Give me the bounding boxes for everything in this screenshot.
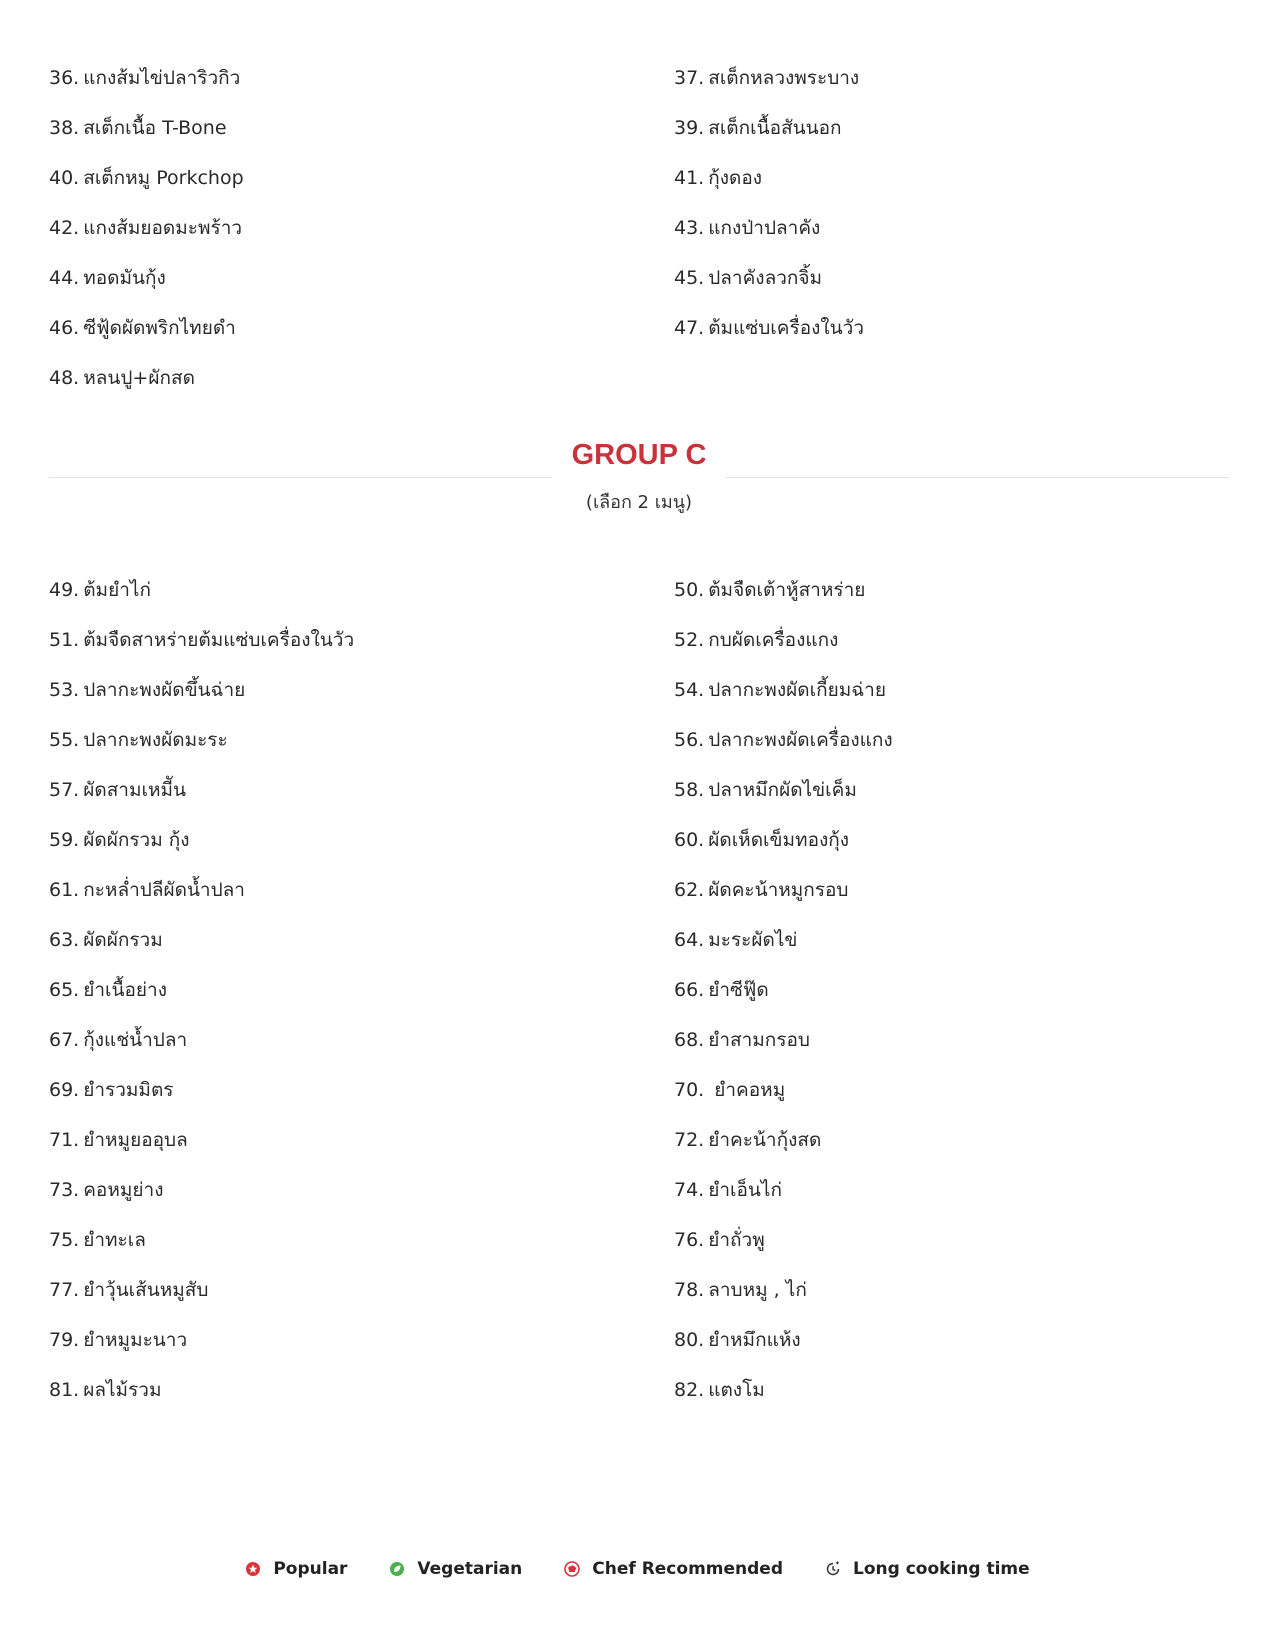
group-c-menu-list xyxy=(49,574,1229,1424)
item-name: ยำถั่วพู xyxy=(708,1229,765,1251)
menu-item xyxy=(674,162,1229,212)
item-number: 57. xyxy=(49,779,80,801)
menu-item xyxy=(674,574,1229,624)
menu-item xyxy=(49,674,674,724)
menu-item xyxy=(49,62,674,112)
menu-item xyxy=(674,774,1229,824)
item-number: 41. xyxy=(674,167,705,189)
item-number: 52. xyxy=(674,629,705,651)
item-name: สเต็กเนื้อสันนอก xyxy=(708,117,842,139)
item-name: กะหล่ำปลีผัดน้ำปลา xyxy=(83,879,245,901)
menu-item xyxy=(674,62,1229,112)
item-name: ปลากะพงผัดเครื่องแกง xyxy=(708,729,893,751)
item-number: 69. xyxy=(49,1079,80,1101)
item-number: 67. xyxy=(49,1029,80,1051)
item-name: ต้มจืดสาหร่ายต้มแซ่บเครื่องในวัว xyxy=(83,629,355,651)
item-name: ผัดคะน้าหมูกรอบ xyxy=(708,879,849,901)
menu-item xyxy=(49,724,674,774)
menu-item xyxy=(674,724,1229,774)
item-name: แกงส้มยอดมะพร้าว xyxy=(83,217,243,239)
item-number: 62. xyxy=(674,879,705,901)
item-name: แกงส้มไข่ปลาริวกิว xyxy=(83,67,241,89)
item-name: ปลากะพงผัดขึ้นฉ่าย xyxy=(83,679,246,701)
item-name: ปลากะพงผัดมะระ xyxy=(83,729,228,751)
item-name: ปลาหมึกผัดไข่เค็ม xyxy=(708,779,857,801)
item-number: 42. xyxy=(49,217,80,239)
item-name: กบผัดเครื่องแกง xyxy=(708,629,839,651)
divider-line xyxy=(49,477,552,478)
menu-item xyxy=(674,1324,1229,1374)
item-name: ต้มจืดเต้าหู้สาหร่าย xyxy=(708,579,866,601)
menu-item xyxy=(674,874,1229,924)
item-number: 59. xyxy=(49,829,80,851)
menu-item xyxy=(49,312,674,362)
menu-item xyxy=(49,262,674,312)
group-subtitle: (เลือก 2 เมนู) xyxy=(585,492,693,513)
item-name: ยำสามกรอบ xyxy=(708,1029,810,1051)
item-number: 78. xyxy=(674,1279,705,1301)
item-name: ลาบหมู , ไก่ xyxy=(708,1279,807,1301)
item-number: 64. xyxy=(674,929,705,951)
item-number: 81. xyxy=(49,1379,80,1401)
item-number: 51. xyxy=(49,629,80,651)
menu-item xyxy=(49,362,674,412)
menu-item xyxy=(674,1174,1229,1224)
group-c-header xyxy=(49,433,1229,523)
item-name: ปลาคังลวกจิ้ม xyxy=(708,267,823,289)
legend-label: Chef Recommended xyxy=(592,1559,783,1579)
menu-item xyxy=(674,924,1229,974)
item-number: 38. xyxy=(49,117,80,139)
menu-item xyxy=(674,674,1229,724)
menu-item xyxy=(674,1274,1229,1324)
legend-long-cooking-time xyxy=(825,1559,1030,1579)
item-number: 79. xyxy=(49,1329,80,1351)
item-number: 56. xyxy=(674,729,705,751)
item-number: 49. xyxy=(49,579,80,601)
item-number: 80. xyxy=(674,1329,705,1351)
menu-item xyxy=(674,212,1229,262)
group-b-menu-list xyxy=(49,62,1229,412)
item-number: 76. xyxy=(674,1229,705,1251)
item-name: ยำวุ้นเส้นหมูสับ xyxy=(83,1279,209,1301)
item-number: 37. xyxy=(674,67,705,89)
item-number: 55. xyxy=(49,729,80,751)
menu-item xyxy=(49,1174,674,1224)
item-number: 73. xyxy=(49,1179,80,1201)
item-name: ยำซีฟู๊ด xyxy=(708,979,769,1001)
chef-hat-icon xyxy=(564,1561,580,1577)
item-number: 58. xyxy=(674,779,705,801)
legend-label: Popular xyxy=(273,1559,348,1579)
item-name: ยำทะเล xyxy=(83,1229,146,1251)
item-number: 82. xyxy=(674,1379,705,1401)
item-number: 47. xyxy=(674,317,705,339)
item-name: ปลากะพงผัดเกี้ยมฉ่าย xyxy=(708,679,886,701)
item-number: 43. xyxy=(674,217,705,239)
item-number: 40. xyxy=(49,167,80,189)
menu-item xyxy=(49,624,674,674)
legend-chef-recommended xyxy=(564,1559,783,1579)
menu-item xyxy=(49,824,674,874)
item-name: ยำรวมมิตร xyxy=(83,1079,174,1101)
item-name: ผลไม้รวม xyxy=(83,1379,162,1401)
item-number: 44. xyxy=(49,267,80,289)
item-name: ผัดเห็ดเข็มทองกุ้ง xyxy=(708,829,850,851)
item-name: หลนปู+ผักสด xyxy=(83,367,195,389)
menu-item xyxy=(674,262,1229,312)
menu-item xyxy=(49,1074,674,1124)
item-name: ต้มแซ่บเครื่องในวัว xyxy=(708,317,864,339)
item-number: 63. xyxy=(49,929,80,951)
menu-item xyxy=(674,974,1229,1024)
popular-icon xyxy=(245,1561,261,1577)
item-name: กุ้งดอง xyxy=(708,167,763,189)
divider-line xyxy=(726,477,1229,478)
legend-label: Vegetarian xyxy=(417,1559,523,1579)
legend-label: Long cooking time xyxy=(853,1559,1030,1579)
item-number: 39. xyxy=(674,117,705,139)
menu-item xyxy=(674,624,1229,674)
menu-item xyxy=(49,212,674,262)
menu-item xyxy=(49,974,674,1024)
clock-icon xyxy=(825,1561,841,1577)
menu-item xyxy=(49,1024,674,1074)
item-number: 75. xyxy=(49,1229,80,1251)
item-name: ยำหมูยออุบล xyxy=(83,1129,188,1151)
item-name: ผัดผักรวม กุ้ง xyxy=(83,829,190,851)
menu-item xyxy=(674,824,1229,874)
menu-item xyxy=(49,574,674,624)
item-number: 72. xyxy=(674,1129,705,1151)
menu-item xyxy=(674,1224,1229,1274)
menu-item xyxy=(674,1074,1229,1124)
item-name: มะระผัดไข่ xyxy=(708,929,798,951)
legend-vegetarian xyxy=(389,1559,522,1579)
item-name: สเต็กหมู Porkchop xyxy=(83,167,244,189)
legend-popular xyxy=(245,1559,347,1579)
item-name: ต้มยำไก่ xyxy=(83,579,151,601)
item-name: แตงโม xyxy=(708,1379,765,1401)
item-number: 77. xyxy=(49,1279,80,1301)
menu-item xyxy=(674,312,1229,362)
menu-item xyxy=(49,1324,674,1374)
group-title: GROUP C xyxy=(571,439,707,471)
item-name: สเต็กหลวงพระบาง xyxy=(708,67,860,89)
item-number: 46. xyxy=(49,317,80,339)
menu-item xyxy=(49,774,674,824)
item-number: 45. xyxy=(674,267,705,289)
item-name: ทอดมันกุ้ง xyxy=(83,267,166,289)
item-number: 54. xyxy=(674,679,705,701)
item-number: 74. xyxy=(674,1179,705,1201)
item-name: แกงป่าปลาคัง xyxy=(708,217,821,239)
item-number: 68. xyxy=(674,1029,705,1051)
item-number: 60. xyxy=(674,829,705,851)
legend xyxy=(0,1559,1275,1579)
item-number: 61. xyxy=(49,879,80,901)
item-name: ยำหมูมะนาว xyxy=(83,1329,188,1351)
item-name: คอหมูย่าง xyxy=(83,1179,164,1201)
menu-item xyxy=(674,1374,1229,1424)
item-number: 48. xyxy=(49,367,80,389)
item-name: ยำเนื้อย่าง xyxy=(83,979,167,1001)
item-name: ยำเอ็นไก่ xyxy=(708,1179,782,1201)
item-name: ยำคะน้ากุ้งสด xyxy=(708,1129,822,1151)
item-name: ยำคอหมู xyxy=(708,1079,786,1101)
menu-item xyxy=(49,874,674,924)
menu-item xyxy=(49,162,674,212)
item-number: 53. xyxy=(49,679,80,701)
item-name: กุ้งแช่น้ำปลา xyxy=(83,1029,188,1051)
item-name: ผัดสามเหมีัน xyxy=(83,779,187,801)
menu-item xyxy=(49,1224,674,1274)
item-name: ซีฟู้ดผัดพริกไทยดำ xyxy=(83,317,236,339)
menu-item xyxy=(674,112,1229,162)
menu-item xyxy=(49,1274,674,1324)
menu-item xyxy=(674,1024,1229,1074)
item-number: 70. xyxy=(674,1079,705,1101)
menu-item xyxy=(49,924,674,974)
item-number: 66. xyxy=(674,979,705,1001)
item-name: ยำหมึกแห้ง xyxy=(708,1329,801,1351)
item-name: สเต็กเนื้อ T-Bone xyxy=(83,117,227,139)
menu-item xyxy=(674,1124,1229,1174)
menu-item xyxy=(49,112,674,162)
item-number: 65. xyxy=(49,979,80,1001)
item-number: 36. xyxy=(49,67,80,89)
menu-item xyxy=(49,1124,674,1174)
item-name: ผัดผักรวม xyxy=(83,929,163,951)
menu-item xyxy=(49,1374,674,1424)
item-number: 50. xyxy=(674,579,705,601)
vegetarian-icon xyxy=(389,1561,405,1577)
item-number: 71. xyxy=(49,1129,80,1151)
